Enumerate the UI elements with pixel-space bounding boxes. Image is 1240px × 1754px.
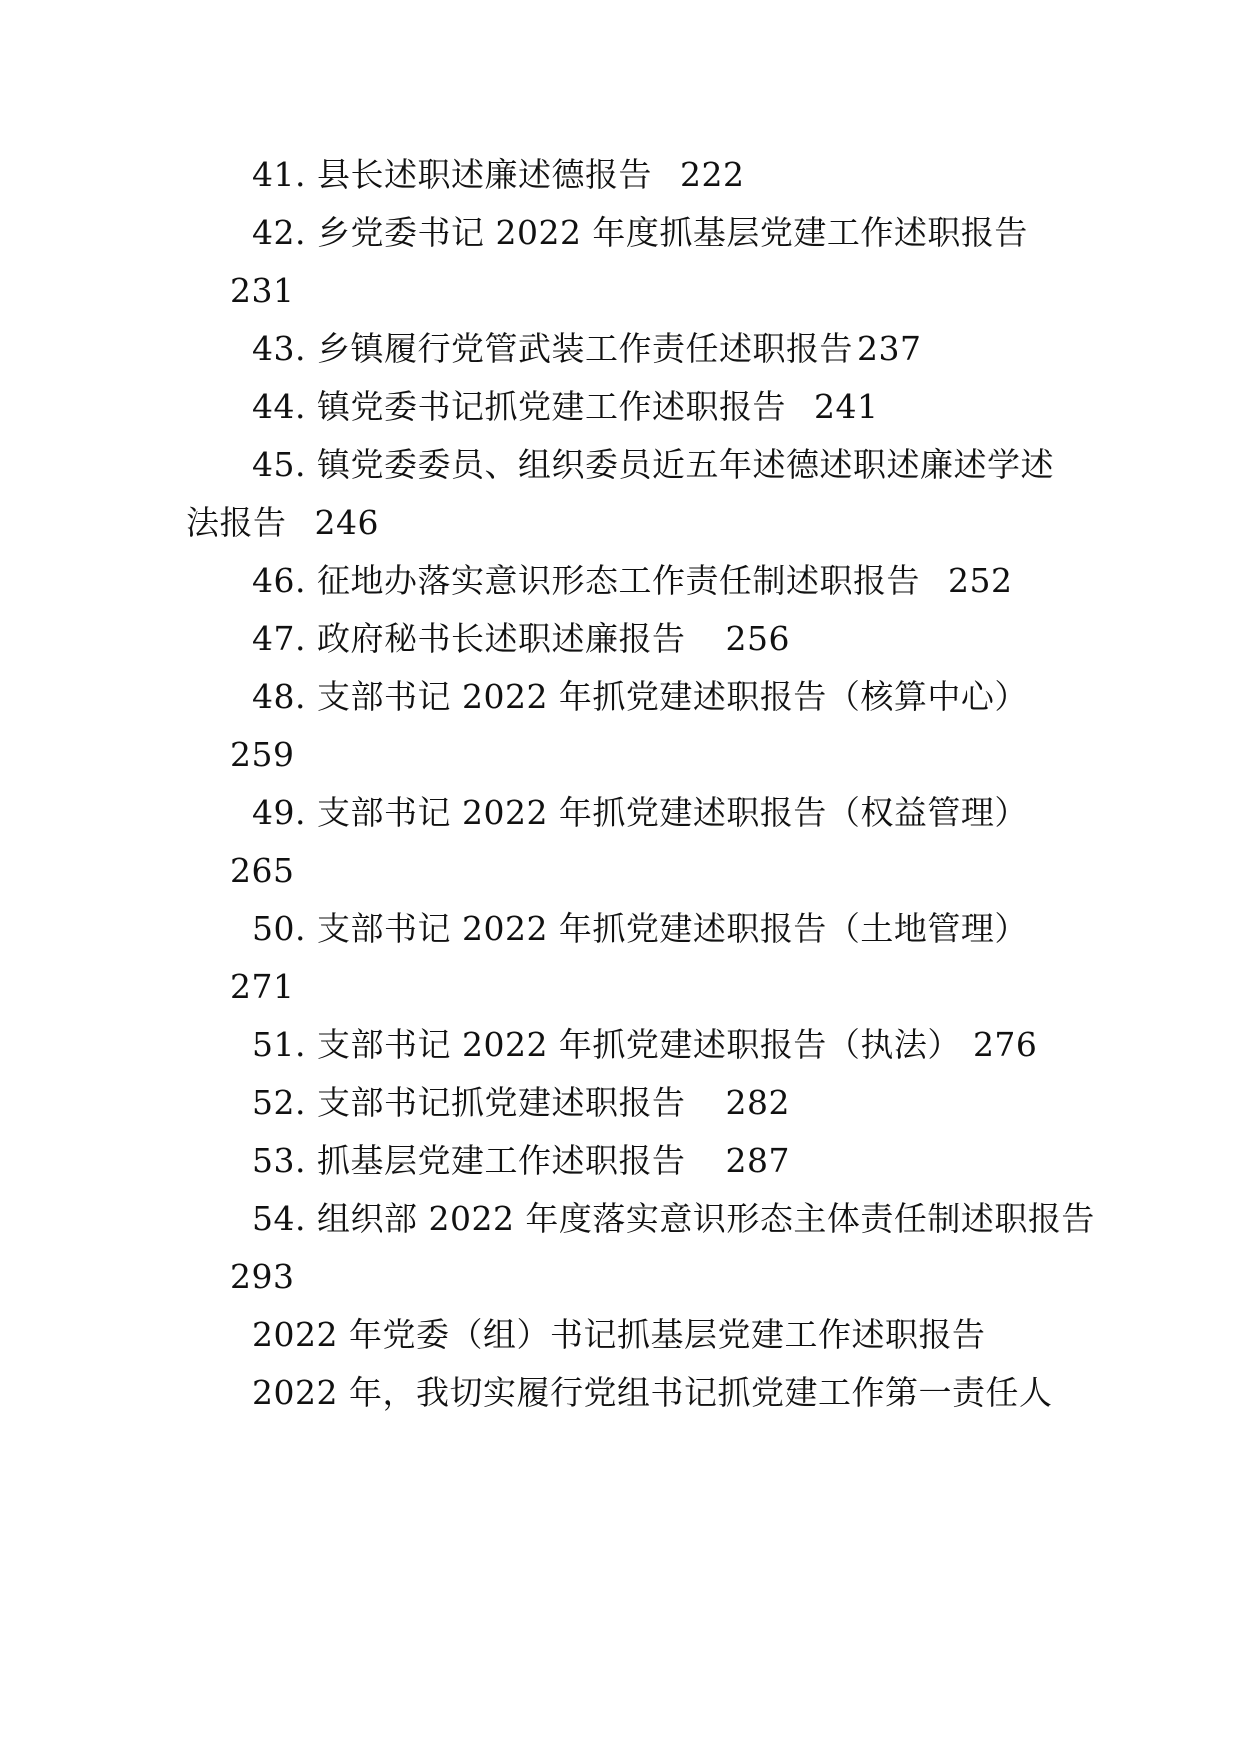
toc-page-number: 231 xyxy=(230,271,295,310)
toc-page-number: 252 xyxy=(947,561,1013,600)
toc-entry-45-continuation xyxy=(186,503,379,543)
toc-entry-text: 49. 支部书记 2022 年抓党建述职报告（权益管理） xyxy=(252,793,1028,832)
toc-entry-54 xyxy=(252,1199,1095,1239)
toc-entry-43 xyxy=(252,329,921,369)
toc-page-number: 246 xyxy=(314,503,379,542)
toc-entry-text: 53. 抓基层党建工作述职报告 xyxy=(252,1141,686,1180)
toc-page-number: 265 xyxy=(230,851,295,890)
toc-entry-49-page-line xyxy=(230,851,295,891)
toc-entry-46 xyxy=(252,561,1012,601)
toc-entry-text: 48. 支部书记 2022 年抓党建述职报告（核算中心） xyxy=(252,677,1028,716)
toc-entry-42 xyxy=(252,213,1028,253)
toc-page-number: 259 xyxy=(230,735,295,774)
toc-entry-41 xyxy=(252,155,744,195)
toc-entry-text: 45. 镇党委委员、组织委员近五年述德述职述廉述学述 xyxy=(252,445,1054,484)
toc-entry-42-page-line xyxy=(230,271,295,311)
toc-entry-47 xyxy=(252,619,790,659)
toc-page-number: 276 xyxy=(972,1025,1038,1064)
toc-entry-text: 50. 支部书记 2022 年抓党建述职报告（土地管理） xyxy=(252,909,1028,948)
toc-entry-50-page-line xyxy=(230,967,295,1007)
toc-entry-text: 43. 乡镇履行党管武装工作责任述职报告 xyxy=(252,329,853,368)
toc-entry-text: 42. 乡党委书记 2022 年度抓基层党建工作述职报告 xyxy=(252,213,1028,252)
toc-page-number: 256 xyxy=(725,619,790,658)
toc-page-number: 222 xyxy=(679,155,745,194)
toc-entry-text: 51. 支部书记 2022 年抓党建述职报告（执法） xyxy=(252,1025,961,1064)
toc-entry-50 xyxy=(252,909,1028,949)
toc-entry-51 xyxy=(252,1025,1037,1065)
toc-entry-52 xyxy=(252,1083,790,1123)
toc-entry-48-page-line xyxy=(230,735,295,775)
body-paragraph-line: 2022 年，我切实履行党组书记抓党建工作第一责任人 xyxy=(252,1373,1053,1412)
toc-entry-44 xyxy=(252,387,878,427)
toc-entry-53 xyxy=(252,1141,790,1181)
toc-page-number: 287 xyxy=(725,1141,790,1180)
toc-page-number: 271 xyxy=(230,967,295,1006)
toc-entry-text: 46. 征地办落实意识形态工作责任制述职报告 xyxy=(252,561,920,600)
toc-page-number: 282 xyxy=(725,1083,790,1122)
toc-entry-49 xyxy=(252,793,1028,833)
toc-page-number: 237 xyxy=(856,329,922,368)
toc-entry-text: 54. 组织部 2022 年度落实意识形态主体责任制述职报告 xyxy=(252,1199,1095,1238)
toc-page-number: 241 xyxy=(813,387,879,426)
toc-entry-text: 41. 县长述职述廉述德报告 xyxy=(252,155,652,194)
toc-entry-text: 47. 政府秘书长述职述廉报告 xyxy=(252,619,686,658)
section-title: 2022 年党委（组）书记抓基层党建工作述职报告 xyxy=(252,1315,986,1354)
toc-entry-text: 44. 镇党委书记抓党建工作述职报告 xyxy=(252,387,786,426)
toc-entry-54-page-line xyxy=(230,1257,295,1297)
toc-entry-text-continued: 法报告 xyxy=(186,503,287,542)
toc-entry-text: 52. 支部书记抓党建述职报告 xyxy=(252,1083,686,1122)
toc-page-number: 293 xyxy=(230,1257,295,1296)
toc-entry-48 xyxy=(252,677,1028,717)
toc-entry-45 xyxy=(252,445,1054,485)
